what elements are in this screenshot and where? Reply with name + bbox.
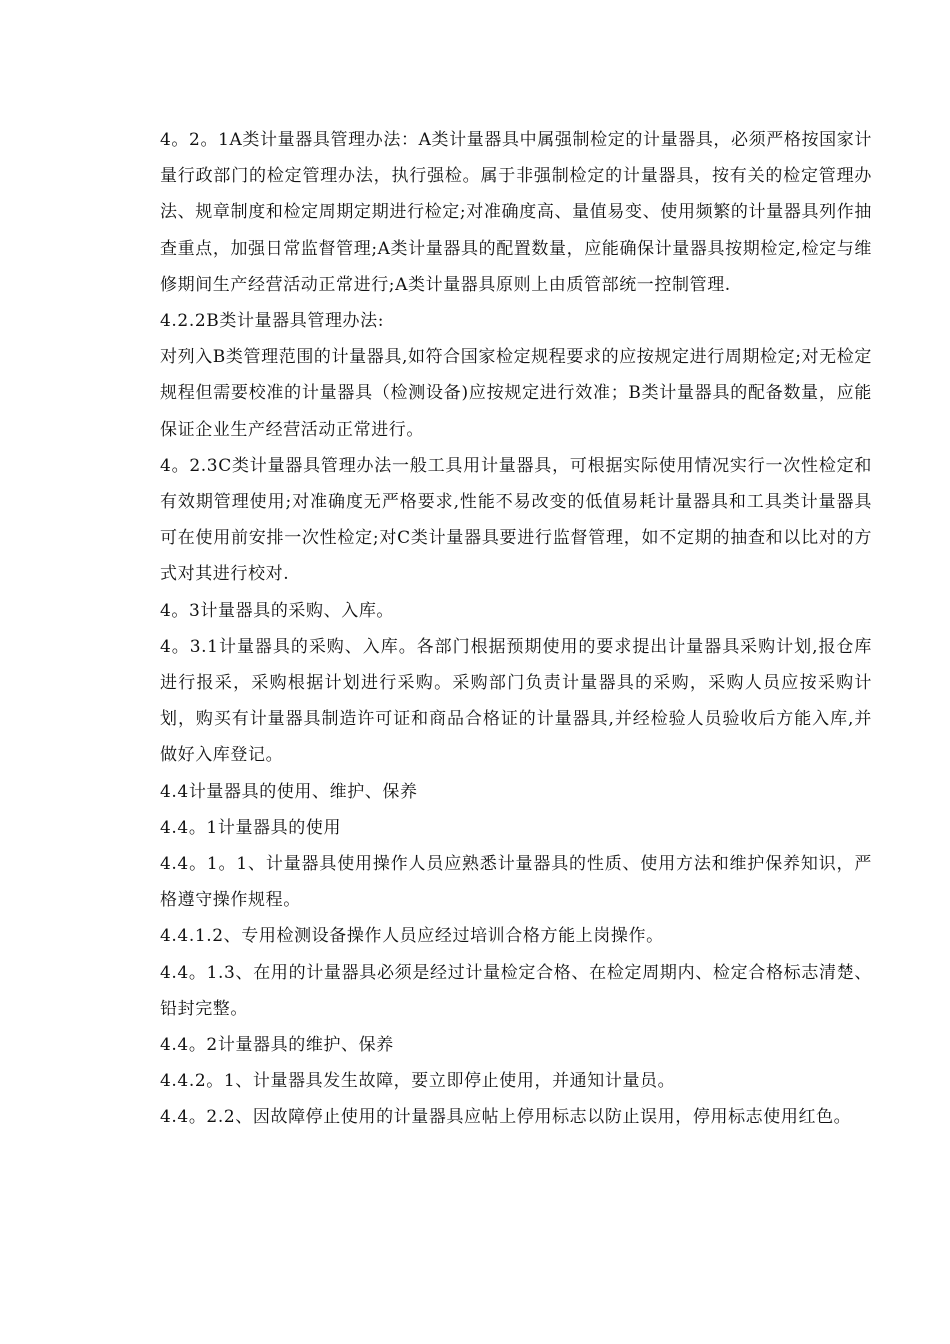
paragraph-4-4-1-3: 4.4。1.3、在用的计量器具必须是经过计量检定合格、在检定周期内、检定合格标志清楚、铅封完整。	[160, 962, 872, 1019]
document-body	[160, 122, 872, 1136]
paragraph-4-2-3: 4。2.3C类计量器具管理办法一般工具用计量器具，可根据实际使用情况实行一次性检定和有效期管理使用;对准确度无严格要求,性能不易改变的低值易耗计量器具和工具类计量器具可在使用前安排一次性检定;对C类计量器具要进行监督管理，如不定期的抽查和以比对的方式对其进行校对.	[160, 455, 872, 585]
paragraph-4-2-1: 4。2。1A类计量器具管理办法：A类计量器具中属强制检定的计量器具，必须严格按国家计量行政部门的检定管理办法，执行强检。属于非强制检定的计量器具，按有关的检定管理办法、规章制度和检定周期定期进行检定;对准确度高、量值易变、使用频繁的计量器具列作抽查重点，加强日常监督管理;A类计量器具的配置数量，应能确保计量器具按期检定,检定与维修期间生产经营活动正常进行;A类计量器具原则上由质管部统一控制管理.	[160, 130, 872, 295]
paragraph-4-2-2-body: 对列入B类管理范围的计量器具,如符合国家检定规程要求的应按规定进行周期检定;对无检定规程但需要校准的计量器具（检测设备)应按规定进行效准；B类计量器具的配备数量，应能保证企业生产经营活动正常进行。	[160, 347, 872, 440]
heading-4-3: 4。3计量器具的采购、入库。	[160, 600, 395, 621]
paragraph-4-4-1-2: 4.4.1.2、专用检测设备操作人员应经过培训合格方能上岗操作。	[160, 926, 664, 947]
paragraph-4-4-2-1: 4.4.2。1、计量器具发生故障，要立即停止使用，并通知计量员。	[160, 1071, 676, 1092]
paragraph-4-4-1-1: 4.4。1。1、计量器具使用操作人员应熟悉计量器具的性质、使用方法和维护保养知识，严格遵守操作规程。	[160, 854, 872, 911]
heading-4-4: 4.4计量器具的使用、维护、保养	[160, 781, 418, 802]
heading-4-2-2: 4.2.2B类计量器具管理办法:	[160, 311, 385, 332]
heading-4-4-2: 4.4。2计量器具的维护、保养	[160, 1035, 394, 1056]
paragraph-4-3-1: 4。3.1计量器具的采购、入库。各部门根据预期使用的要求提出计量器具采购计划,报仓库进行报采，采购根据计划进行采购。采购部门负责计量器具的采购，采购人员应按采购计划，购买有计量器具制造许可证和商品合格证的计量器具,并经检验人员验收后方能入库,并做好入库登记。	[160, 636, 872, 766]
heading-4-4-1: 4.4。1计量器具的使用	[160, 817, 342, 838]
paragraph-4-4-2-2: 4.4。2.2、因故障停止使用的计量器具应帖上停用标志以防止误用，停用标志使用红色。	[160, 1107, 852, 1128]
